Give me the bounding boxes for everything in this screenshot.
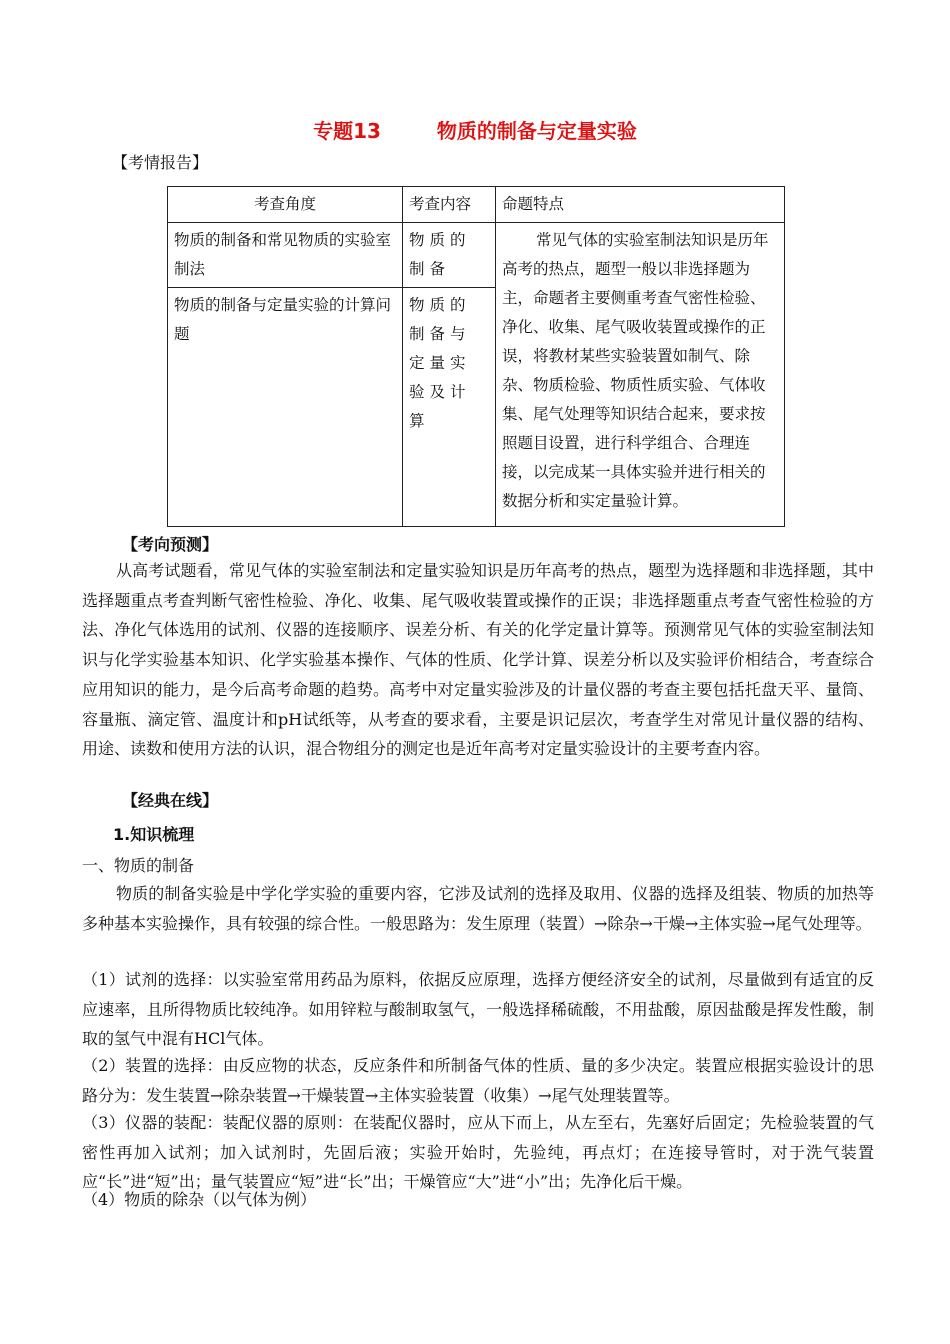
title-topic-name: 物质的制备与定量实验 bbox=[436, 119, 637, 143]
forecast-paragraph: 从高考试题看，常见气体的实验室制法和定量实验知识是历年高考的热点，题型为选择题和非选择题，其中选择题重点考查判断气密性检验、净化、收集、尾气吸收装置或操作的正误；非选择题重点考查气密性检验的方法、净化气体选用的试剂、仪器的连接顺序、误差分析、有关的化学定量计算等。预测常见气体的实验室制法知识与化学实验基本知识、化学实验基本操作、气体的性质、化学计算、误差分析以及实验评价相结合，考查综合应用知识的能力，是今后高考命题的趋势。高考中对定量实验涉及的计量仪器的考查主要包括托盘天平、量筒、容量瓶、滴定管、温度计和pH试纸等，从考查的要求看，主要是识记层次，考查学生对常见计量仪器的结构、用途、读数和使用方法的认识，混合物组分的测定也是近年高考对定量实验设计的主要考查内容。 bbox=[82, 561, 874, 759]
header-content: 考查内容 bbox=[403, 187, 496, 223]
item-apparatus-assembly: （3）仪器的装配：装配仪器的原则：在装配仪器时，应从下而上，从左至右，先塞好后固定；先检验装置的气密性再加入试剂；加入试剂时，先固后液；实验开始时，先验纯，再点灯；在连接导管时，对于洗气装置应“长”进“短”出；量气装置应“短”进“长”出；干燥管应“大”进“小”出；先净化后干燥。 bbox=[82, 1113, 874, 1192]
table-header-row bbox=[168, 187, 785, 223]
title-topic-number: 专题13 bbox=[313, 119, 381, 143]
header-features: 命题特点 bbox=[496, 187, 785, 223]
header-angle: 考查角度 bbox=[168, 187, 403, 223]
item-reagent-selection: （1）试剂的选择：以实验室常用药品为原料，依据反应原理，选择方便经济安全的试剂，尽量做到有适宜的反应速率，且所得物质比较纯净。如用锌粒与酸制取氢气，一般选择稀硫酸，不用盐酸，原因盐酸是挥发性酸，制取的氢气中混有HCl气体。 bbox=[82, 970, 874, 1049]
section1-heading: 一、物质的制备 bbox=[82, 856, 195, 875]
exam-report-table bbox=[167, 186, 785, 527]
row2-content: 物质的制备与定量实验及计算 bbox=[403, 288, 496, 527]
item-impurity-removal: （4）物质的除杂（以气体为例） bbox=[82, 1190, 317, 1209]
forecast-heading: 【考向预测】 bbox=[122, 535, 219, 554]
table-row bbox=[168, 223, 785, 288]
features-cell: 常见气体的实验室制法知识是历年高考的热点，题型一般以非选择题为主，命题者主要侧重考查气密性检验、净化、收集、尾气吸收装置或操作的正误，将教材某些实验装置如制气、除杂、物质检验、物质性质实验、气体收集、尾气处理等知识结合起来，要求按照题目设置，进行科学组合、合理连接，以完成某一具体实验并进行相关的数据分析和实定量验计算。 bbox=[496, 223, 785, 527]
item-apparatus-selection: （2）装置的选择：由反应物的状态，反应条件和所制备气体的性质、量的多少决定。装置应根据实验设计的思路分为：发生装置→除杂装置→干燥装置→主体实验装置（收集）→尾气处理装置等。 bbox=[82, 1056, 874, 1105]
page-title bbox=[0, 115, 950, 144]
row2-angle: 物质的制备与定量实验的计算问题 bbox=[168, 288, 403, 527]
classic-heading: 【经典在线】 bbox=[122, 791, 219, 810]
knowledge-heading: 1.知识梳理 bbox=[113, 825, 195, 844]
row1-angle: 物质的制备和常见物质的实验室制法 bbox=[168, 223, 403, 288]
report-heading: 【考情报告】 bbox=[112, 153, 209, 172]
section1-intro: 物质的制备实验是中学化学实验的重要内容，它涉及试剂的选择及取用、仪器的选择及组装、物质的加热等多种基本实验操作，具有较强的综合性。一般思路为：发生原理（装置）→除杂→干燥→主体实验→尾气处理等。 bbox=[82, 884, 874, 933]
row1-content: 物质的制备 bbox=[403, 223, 496, 288]
